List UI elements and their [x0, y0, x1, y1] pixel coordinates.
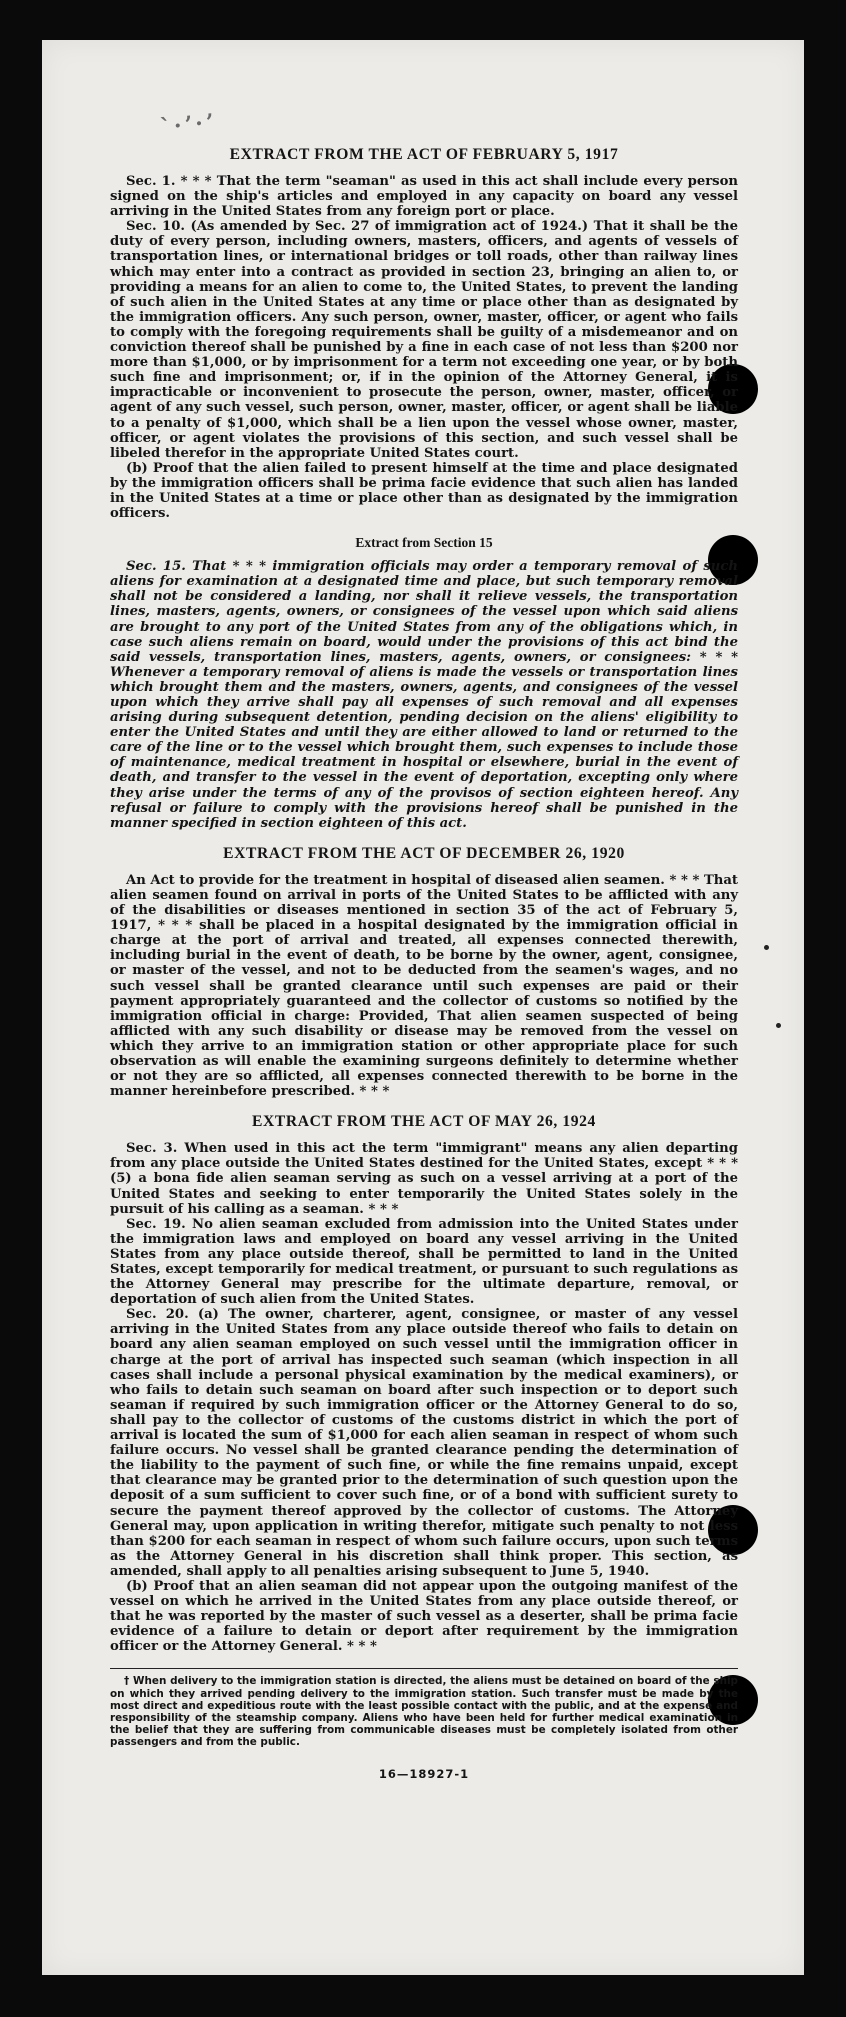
footnote-divider	[110, 1668, 738, 1669]
para-sec-15: Sec. 15. That * * * immigration officials may order a temporary removal of such aliens for examination at a designated time and place, but such temporary removal shall not be considered a landing, nor shall it relieve vessels, the transportation lines, masters, agents, owners, or consignees of the vessel upon which said aliens are brought to any port of the United States from any of the obligations which, in case such aliens remain on board, would under the provisions of this act bind the said vessels, transportation lines, masters, agents, owners, or consignees: * * * Whenever a temporary removal of aliens is made the vessels or transportation lines which brought them and the masters, owners, agents, and consignees of the vessel upon which they arrive shall pay all expenses of such removal and all expenses arising during subsequent detention, pending decision on the aliens' eligibility to enter the United States and until they are either allowed to land or returned to the care of the line or to the vessel which brought them, such expenses to include those of maintenance, medical treatment in hospital or elsewhere, burial in the event of death, and transfer to the vessel in the event of deportation, excepting only where they arise under the terms of any of the provisos of section eighteen hereof. Any refusal or failure to comply with the provisions hereof shall be punished in the manner specified in section eighteen of this act.	[110, 559, 738, 831]
para-sec-10: Sec. 10. (As amended by Sec. 27 of immigration act of 1924.) That it shall be the duty of every person, including owners, masters, officers, and agents of vessels of transportation lines, or international bridges or toll roads, other than railway lines which may enter into a contract as provided in section 23, bringing an alien to, or providing a means for an alien to come to, the United States, to prevent the landing of such alien in the United States at any time or place other than as designated by the immigration officers. Any such person, owner, master, officer, or agent who fails to comply with the foregoing requirements shall be guilty of a misdemeanor and on conviction thereof shall be punished by a fine in each case of not less than $200 nor more than $1,000, or by imprisonment for a term not exceeding one year, or by both such fine and imprisonment; or, if in the opinion of the Attorney General, it is impracticable or inconvenient to prosecute the person, owner, master, officer, or agent of any such vessel, such person, owner, master, officer, or agent shall be liable to a penalty of $1,000, which shall be a lien upon the vessel whose owner, master, officer, or agent violates the provisions of this section, and such vessel shall be libeled therefor in the appropriate United States court.	[110, 219, 738, 461]
heading-section-15: Extract from Section 15	[355, 535, 493, 551]
footnote: † When delivery to the immigration station is directed, the aliens must be detained on board of the ship on which they arrived pending delivery to the immigration station. Such transfer must be made by the most direct and expeditious route with the least possible contact with the public, and at the expense and responsibility of the steamship company. Aliens who have been held for further medical examination in the belief that they are suffering from communicable diseases must be completely isolated from other passengers and from the public.	[110, 1675, 738, 1749]
para-act-1920: An Act to provide for the treatment in hospital of diseased alien seamen. * * * That alien seamen found on arrival in ports of the United States to be afflicted with any of the disabilities or diseases mentioned in section 35 of the act of February 5, 1917, * * * shall be placed in a hospital designated by the immigration official in charge at the port of arrival and treated, all expenses connected therewith, including burial in the event of death, to be borne by the owner, agent, consignee, or master of the vessel, and not to be deducted from the seamen's wages, and no such vessel shall be granted clearance until such expenses are paid or their payment appropriately guaranteed and the collector of customs so notified by the immigration official in charge: Provided, That alien seamen suspected of being afflicted with any such disability or disease may be removed from the vessel on which they arrive to an immigration station or other appropriate place for such observation as will enable the examining surgeons definitely to determine whether or not they are so afflicted, all expenses connected therewith to be borne in the manner hereinbefore prescribed. * * *	[110, 872, 738, 1100]
speck-2	[776, 1023, 781, 1028]
para-sec-20-b: (b) Proof that an alien seaman did not appear upon the outgoing manifest of the vessel on which he arrived in the United States from any place outside thereof, or that he was reported by the master of such vessel as a deserter, shall be prima facie evidence of a failure to detain or deport after requirement by the immigration officer or the Attorney General. * * *	[110, 1578, 738, 1655]
document-body	[110, 146, 738, 1781]
speck-1	[764, 945, 769, 950]
heading-act-1920: EXTRACT FROM THE ACT OF DECEMBER 26, 1920	[223, 844, 625, 862]
para-sec-3: Sec. 3. When used in this act the term "immigrant" means any alien departing from any place outside the United States destined for the United States, except * * * (5) a bona fide alien seaman serving as such on a vessel arriving at a port of the United States and seeking to enter temporarily the United States solely in the pursuit of his calling as a seaman. * * *	[110, 1141, 738, 1217]
para-proof-b: (b) Proof that the alien failed to present himself at the time and place designated by the immigration officers shall be prima facie evidence that such alien has landed in the United States at a time or place other than as designated by the immigration officers.	[110, 460, 738, 522]
heading-act-1924: EXTRACT FROM THE ACT OF MAY 26, 1924	[252, 1113, 596, 1131]
document-page	[42, 40, 804, 1975]
para-sec-1: Sec. 1. * * * That the term "seaman" as used in this act shall include every person signed on the ship's articles and employed in any capacity on board any vessel arriving in the United States from any foreign port or place.	[110, 174, 738, 220]
para-sec-19: Sec. 19. No alien seaman excluded from admission into the United States under the immigration laws and employed on board any vessel arriving in the United States from any place outside thereof, shall be permitted to land in the United States, except temporarily for medical treatment, or pursuant to such regulations as the Attorney General may prescribe for the ultimate departure, removal, or deportation of such alien from the United States.	[110, 1216, 738, 1308]
para-sec-20: Sec. 20. (a) The owner, charterer, agent, consignee, or master of any vessel arriving in the United States from any place outside thereof who fails to detain on board any alien seaman employed on such vessel until the immigration officer in charge at the port of arrival has inspected such seaman (which inspection in all cases shall include a personal physical examination by the medical examiners), or who fails to detain such seaman on board after such inspection or to deport such seaman if required by such immigration officer or the Attorney General to do so, shall pay to the collector of customs of the customs district in which the port of arrival is located the sum of $1,000 for each alien seaman in respect of whom such failure occurs. No vessel shall be granted clearance pending the determination of the liability to the payment of such fine, or while the fine remains unpaid, except that clearance may be granted prior to the determination of such question upon the deposit of a sum sufficient to cover such fine, or of a bond with sufficient surety to secure the payment thereof approved by the collector of customs. The Attorney General may, upon application in writing therefor, mitigate such penalty to not less than $200 for each seaman in respect of whom such failure occurs, upon such terms as the Attorney General in his discretion shall think proper. This section, as amended, shall apply to all penalties arising subsequent to June 5, 1940.	[110, 1307, 738, 1579]
form-number: 16—18927-1	[378, 1766, 470, 1781]
heading-act-1917: EXTRACT FROM THE ACT OF FEBRUARY 5, 1917	[229, 146, 619, 163]
handwritten-mark: `·ʼ·ʼ	[158, 109, 218, 141]
